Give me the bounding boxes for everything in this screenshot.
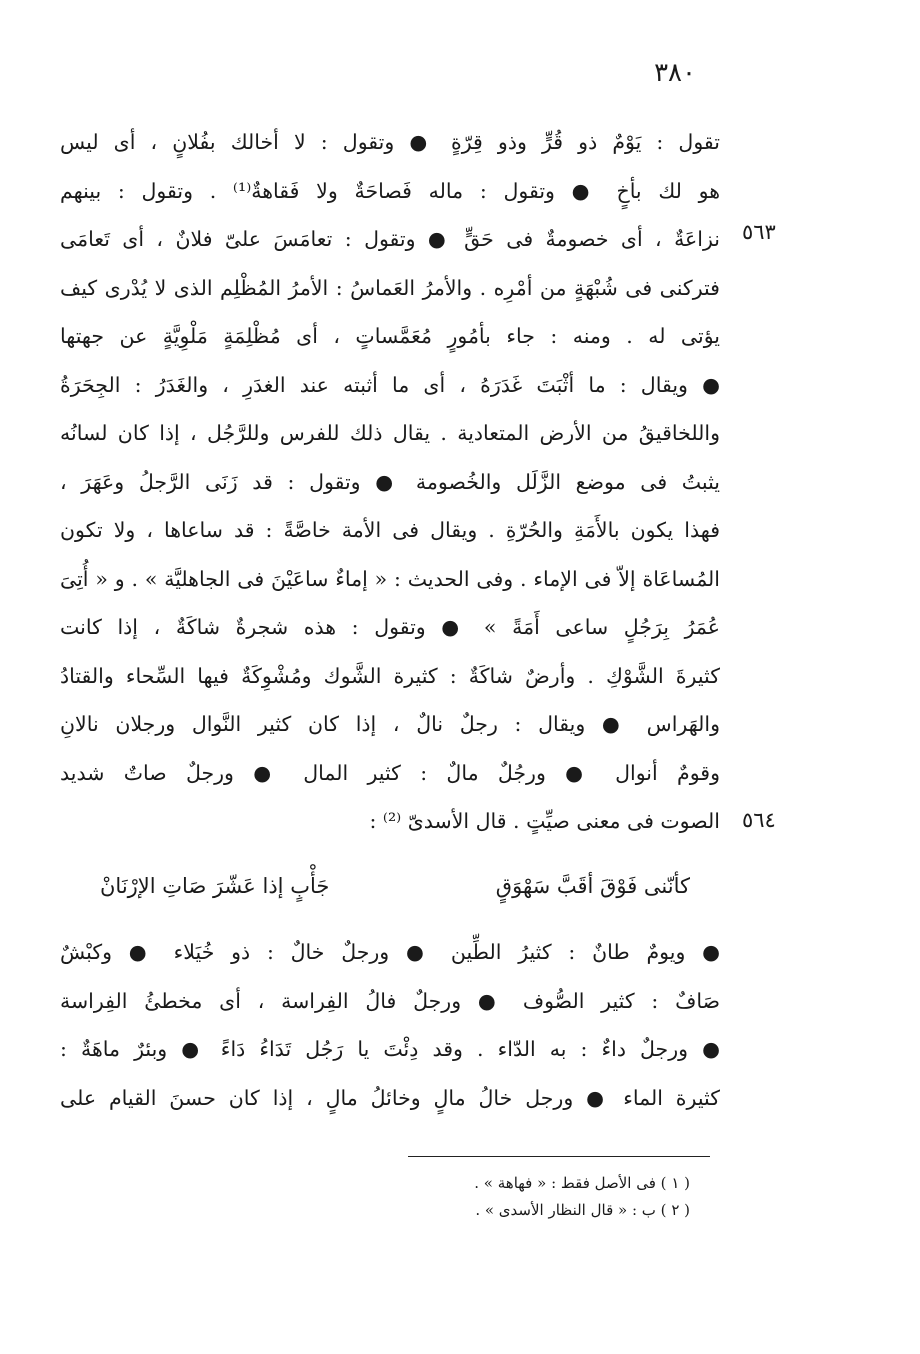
- text-line: فتركنى فى شُبْهَةٍ من أمْرِه . والأمرُ العَماسُ : الأمرُ المُظْلِم الذى لا يُدْرى كيف: [60, 275, 720, 300]
- text-line: والهَراس ● ويقال : رجلٌ نالٌ ، إذا كان كثير النَّوال ورجلان نالانِ: [60, 712, 720, 736]
- page-number: ٣٨٠: [654, 58, 696, 88]
- text-line: وقومٌ أنوال ● ورجُلٌ مالٌ : كثير المال ● ورجلٌ صاتٌ شديد: [60, 760, 720, 785]
- footnote-divider: [408, 1156, 710, 1157]
- text-line: تقول : يَوْمٌ ذو قُرٍّ وذو قِرّةٍ ● وتقول : لا أخالك بفُلانٍ ، أى ليس: [60, 130, 720, 154]
- footnote: ( ٢ ) ب : « قال النظار الأسدى » .: [475, 1201, 690, 1219]
- text-line: الصوت فى معنى صيِّتٍ . قال الأسدىّ ⁽²⁾ :: [369, 809, 720, 833]
- entry-number-563: ٥٦٣: [742, 220, 776, 244]
- text-line: واللخاقيقُ من الأرض المتعادية . يقال ذلك للفرس وللرَّجُل ، إذا كان لسانُه: [60, 421, 720, 445]
- text-line: يؤتى له . ومنه : جاء بأمُورٍ مُعَمَّساتٍ ، أى مُظْلِمَةٍ مَلْوِيَّةٍ عن جهتها: [60, 324, 720, 348]
- main-text-continued: [60, 928, 720, 1122]
- text-line: كثيرة الماء ● ورجل خالُ مالٍ وخائلُ مالٍ ، إذا كان حسنَ القيام على: [60, 1085, 720, 1110]
- text-line: فهذا يكون بالأَمَةِ والحُرّةِ . ويقال فى الأمة خاصَّةً : قد ساعاها ، ولا تكون: [60, 518, 720, 542]
- footnote: ( ١ ) فى الأصل فقط : « فهاهة » .: [474, 1174, 690, 1192]
- text-line: يثبتُ فى موضع الزَّلَل والخُصومة ● وتقول : قد زَنَى الرَّجلُ وعَهَرَ ،: [60, 469, 720, 494]
- text-line: هو لك بأخٍ ● وتقول : ماله فَصاحَةٌ ولا فَقاهةٌ⁽¹⁾ . وتقول : بينهم: [60, 178, 720, 203]
- text-line: صَافٌ : كثير الصُّوف ● ورجلٌ فالُ الفِراسة ، أى مخطئُ الفِراسة: [60, 988, 720, 1013]
- text-line: المُساعَاة إلاّ فى الإماء . وفى الحديث : « إماءٌ ساعَيْنَ فى الجاهليَّة » . و « أُتِىَ: [60, 566, 720, 591]
- text-line: كثيرةَ الشَّوْكِ . وأرضٌ شاكَةٌ : كثيرة الشَّوك ومُشْوِكَةٌ فيها السِّحاء والقتادُ: [60, 663, 720, 688]
- verse-first-hemistich: كأنّنى فَوْقَ أقَبَّ سَهْوَقٍ: [495, 874, 690, 898]
- text-line: ● ويقال : ما أثْبَتَ غَدَرَهُ ، أى ما أثبته عند الغدَرِ ، والغَدَرُ : الجِحَرَةُ: [60, 372, 720, 397]
- text-line: ● ويومٌ طانٌ : كثيرُ الطِّين ● ورجلٌ خالٌ : ذو خُيَلاء ● وكبْشٌ: [60, 940, 720, 964]
- entry-number-564: ٥٦٤: [742, 808, 776, 832]
- footnotes: [380, 1170, 690, 1224]
- text-line: نزاعَةٌ ، أى خصومةٌ فى حَقٍّ ● وتقول : تعامَسَ علىّ فلانٌ ، أى تَعامَى: [60, 227, 720, 251]
- text-line: ● ورجلٌ داءٌ : به الدّاء . وقد دِئْتَ يا رَجُل تَدَاءُ دَاءً ● وبئرٌ ماهَةٌ :: [60, 1037, 720, 1061]
- main-text: [60, 118, 720, 846]
- verse-second-hemistich: جَأْبٍ إذا عَشّرَ صَاتِ الإرْنَانْ: [100, 874, 330, 898]
- poetry-verse: [100, 862, 690, 910]
- text-line: عُمَرُ بِرَجُلٍ ساعى أَمَةً » ● وتقول : هذه شجرةٌ شاكَةٌ ، إذا كانت: [60, 615, 720, 639]
